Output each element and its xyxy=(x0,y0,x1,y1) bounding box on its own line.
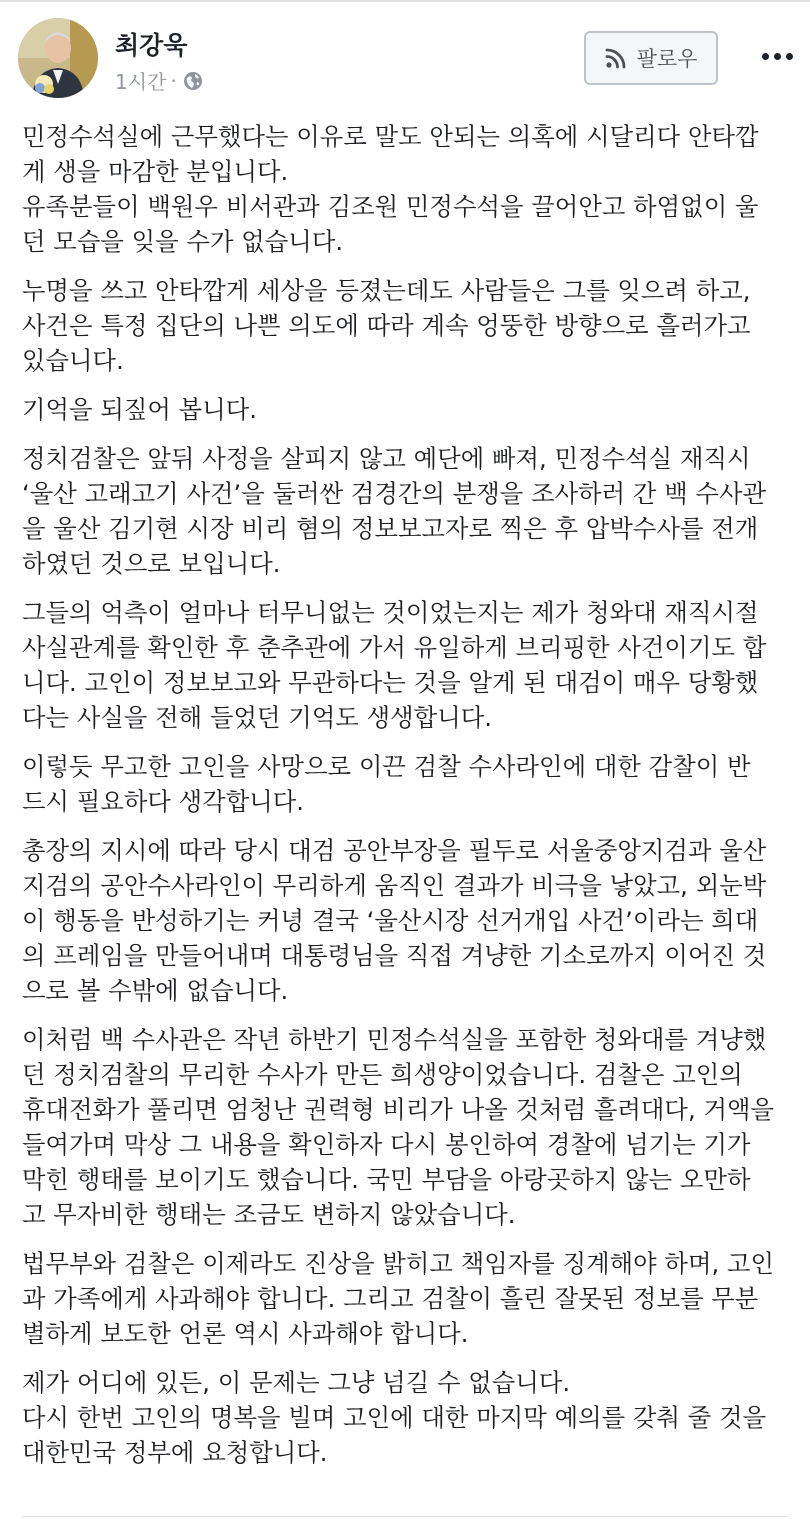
post-line: 으로 볼 수밖에 없습니다. xyxy=(22,976,289,1005)
more-dot xyxy=(774,53,781,60)
post-line: 그들의 억측이 얼마나 터무니없는 것이었는지는 제가 청와대 재직시절 xyxy=(22,598,759,627)
post-line: 을 울산 김기현 시장 비리 혐의 정보보고자로 찍은 후 압박수사를 전개 xyxy=(22,514,759,543)
post-line: 정치검찰은 앞뒤 사정을 살피지 않고 예단에 빠져, 민정수석실 재직시 xyxy=(22,444,751,473)
post-line: ‘울산 고래고기 사건’을 둘러싼 검경간의 분쟁을 조사하러 간 백 수사관 xyxy=(22,479,767,508)
post-line: 휴대전화가 풀리면 엄청난 권력형 비리가 나올 것처럼 흘려대다, 거액을 xyxy=(22,1095,775,1124)
more-dot xyxy=(786,53,793,60)
bottom-divider xyxy=(22,1516,788,1517)
post-line: 지검의 공안수사라인이 무리하게 움직인 결과가 비극을 낳았고, 외눈박 xyxy=(22,871,767,900)
post-body xyxy=(22,119,806,1484)
post-line: 던 모습을 잊을 수가 없습니다. xyxy=(22,227,344,256)
post-paragraph xyxy=(22,1022,806,1232)
post-line: 하였던 것으로 보입니다. xyxy=(22,549,281,578)
post-line: 사실관계를 확인한 후 춘추관에 가서 유일하게 브리핑한 사건이기도 합 xyxy=(22,633,767,662)
meta-separator: · xyxy=(170,68,177,93)
post-line: 이렇듯 무고한 고인을 사망으로 이끈 검찰 수사라인에 대한 감찰이 반 xyxy=(22,752,751,781)
avatar[interactable] xyxy=(18,18,98,98)
post-paragraph xyxy=(22,1246,806,1351)
post-line: 니다. 고인이 정보보고와 무관하다는 것을 알게 된 대검이 매우 당황했 xyxy=(22,668,759,697)
post-line: 드시 필요하다 생각합니다. xyxy=(22,787,305,816)
more-dot xyxy=(762,53,769,60)
post-paragraph xyxy=(22,441,806,581)
follow-button[interactable] xyxy=(584,31,718,85)
post-paragraph xyxy=(22,392,806,427)
post-line: 유족분들이 백원우 비서관과 김조원 민정수석을 끌어안고 하염없이 울 xyxy=(22,192,759,221)
post-paragraph xyxy=(22,273,806,378)
post-line: 총장의 지시에 따라 당시 대검 공안부장을 필두로 서울중앙지검과 울산 xyxy=(22,836,767,865)
post-line: 이 행동을 반성하기는 커녕 결국 ‘울산시장 선거개입 사건’이라는 희대 xyxy=(22,906,759,935)
post-line: 사건은 특정 집단의 나쁜 의도에 따라 계속 엉뚱한 방향으로 흘러가고 xyxy=(22,311,751,340)
post-line: 다시 한번 고인의 명복을 빌며 고인에 대한 마지막 예의를 갖춰 줄 것을 xyxy=(22,1403,767,1432)
post-paragraph xyxy=(22,833,806,1008)
post-line: 누명을 쓰고 안타깝게 세상을 등졌는데도 사람들은 그를 잊으려 하고, xyxy=(22,276,751,305)
post-line: 대한민국 정부에 요청합니다. xyxy=(22,1438,328,1467)
post-line: 이처럼 백 수사관은 작년 하반기 민정수석실을 포함한 청와대를 겨냥했 xyxy=(22,1025,767,1054)
post-line: 게 생을 마감한 분입니다. xyxy=(22,157,289,186)
more-options-icon[interactable] xyxy=(752,38,802,74)
post-line: 제가 어디에 있든, 이 문제는 그냥 넘길 수 없습니다. xyxy=(22,1368,571,1397)
post-time[interactable]: 1시간 xyxy=(115,70,167,94)
post-meta xyxy=(115,66,203,95)
post-header xyxy=(0,0,810,110)
post-line: 민정수석실에 근무했다는 이유로 말도 안되는 의혹에 시달리다 안타깝 xyxy=(22,122,759,151)
author-name[interactable]: 최강욱 xyxy=(115,31,188,60)
post-line: 별하게 보도한 언론 역시 사과해야 합니다. xyxy=(22,1319,469,1348)
post-paragraph xyxy=(22,595,806,735)
post-paragraph xyxy=(22,1365,806,1470)
post-paragraph xyxy=(22,749,806,819)
post-line: 기억을 되짚어 봅니다. xyxy=(22,395,258,424)
globe-icon[interactable] xyxy=(183,71,203,91)
post-paragraph xyxy=(22,119,806,259)
post-line: 다는 사실을 전해 들었던 기억도 생생합니다. xyxy=(22,703,493,732)
post-line: 의 프레임을 만들어내며 대통령님을 직접 겨냥한 기소로까지 이어진 것 xyxy=(22,941,767,970)
post-line: 던 정치검찰의 무리한 수사가 만든 희생양이었습니다. 검찰은 고인의 xyxy=(22,1060,743,1089)
follow-label: 팔로우 xyxy=(636,47,698,71)
post-line: 들여가며 막상 그 내용을 확인하자 다시 봉인하여 경찰에 넘기는 기가 xyxy=(22,1130,751,1159)
post-line: 있습니다. xyxy=(22,346,124,375)
post-line: 막힌 행태를 보이기도 했습니다. 국민 부담을 아랑곳하지 않는 오만하 xyxy=(22,1165,751,1194)
avatar-photo-icon xyxy=(18,18,98,98)
post-line: 고 무자비한 행태는 조금도 변하지 않았습니다. xyxy=(22,1200,516,1229)
post-line: 법무부와 검찰은 이제라도 진상을 밝히고 책임자를 징계해야 하며, 고인 xyxy=(22,1249,775,1278)
rss-icon xyxy=(605,47,627,69)
post-line: 과 가족에게 사과해야 합니다. 그리고 검찰이 흘린 잘못된 정보를 무분 xyxy=(22,1284,759,1313)
